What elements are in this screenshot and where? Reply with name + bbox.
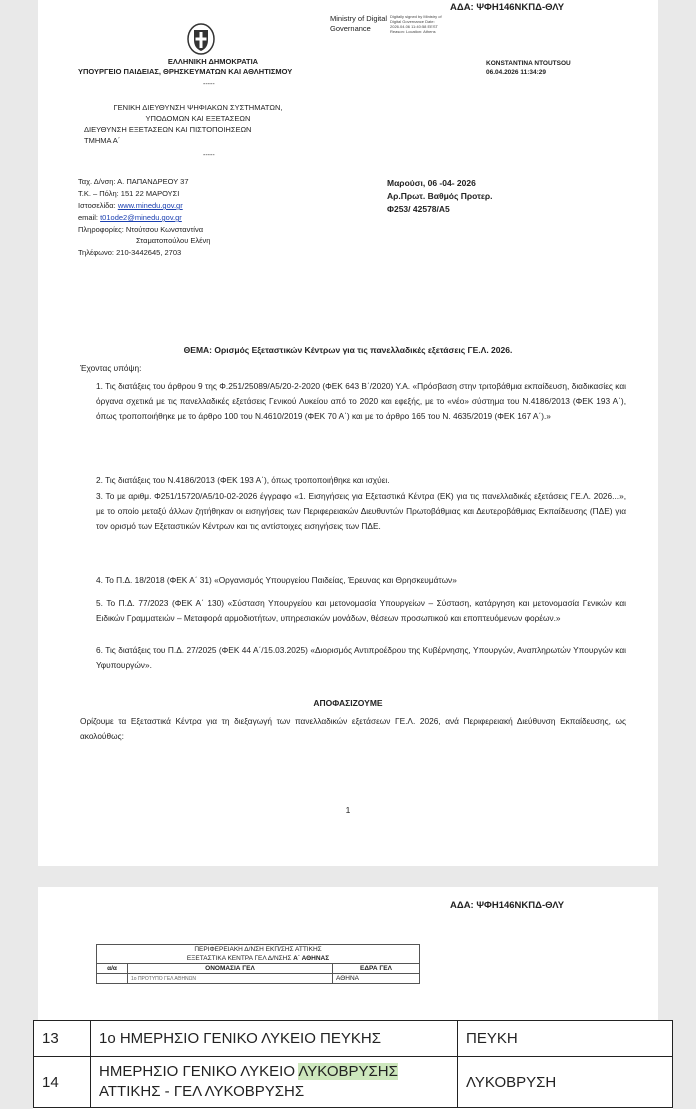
divider-dash: -----	[203, 81, 215, 88]
document-page-2	[38, 887, 658, 1027]
phone: Τηλέφωνο: 210-3442645, 2703	[78, 248, 182, 257]
consideration-3: 3. Το με αριθμ. Φ251/15720/Α5/10-02-2026 έγγραφο «1. Εισηγήσεις για Εξεταστικά Κέντρα (ΕΚ) για τις πανελλαδικές εξετάσεις ΓΕ.Λ. 2026...», με το οποίο μεταξύ άλλων ζητήθηκαν οι εισηγήσεις των Περιφερειακών Διευθυντών Πρωτοβάθμιας και Δευτεροβάθμιας Εκπαίδευσης (ΠΔΕ) για τον ορισμό των Εξεταστικών Κέντρων και τις αντίστοιχες εισηγήσεις των ΠΔΕ.	[96, 491, 626, 531]
school-name	[91, 1057, 458, 1108]
signature-details: Digitally signed by Ministry of Digital Governance Date: 2026.04.06 11:40:58 EEST Reason: Location: Athens	[390, 14, 442, 34]
directorate-line-1: ΓΕΝΙΚΗ ΔΙΕΥΘΥΝΣΗ ΨΗΦΙΑΚΩΝ ΣΥΣΤΗΜΑΤΩΝ,	[113, 103, 283, 112]
col-aa-header: α/α	[97, 964, 128, 974]
page-number: 1	[345, 805, 351, 815]
directorate-line-2: ΥΠΟΔΟΜΩΝ ΚΑΙ ΕΞΕΤΑΣΕΩΝ	[145, 114, 251, 123]
website-line	[78, 201, 183, 212]
divider-dash-2: -----	[203, 152, 215, 159]
table-title-1: ΠΕΡΙΦΕΡΕΙΑΚΗ Δ/ΝΣΗ ΕΚΠ/ΣΗΣ ΑΤΤΙΚΗΣ	[97, 945, 420, 955]
ministry-title: ΥΠΟΥΡΓΕΙΟ ΠΑΙΔΕΙΑΣ, ΘΡΗΣΚΕΥΜΑΤΩΝ ΚΑΙ ΑΘΛΗΤΙΣΜΟΥ	[78, 67, 293, 76]
address: Ταχ. Δ/νση: Α. ΠΑΠΑΝΔΡΕΟΥ 37	[78, 177, 189, 186]
school-name: 1ο ΗΜΕΡΗΣΙΟ ΓΕΝΙΚΟ ΛΥΚΕΙΟ ΠΕΥΚΗΣ	[91, 1021, 458, 1057]
table-row	[34, 1057, 673, 1108]
subject-line: ΘΕΜΑ: Ορισμός Εξεταστικών Κέντρων για τις πανελλαδικές εξετάσεις ΓΕ.Λ. 2026.	[183, 345, 513, 355]
table-title-2	[97, 954, 420, 964]
table-row	[34, 1021, 673, 1057]
col-name-header: ΟΝΟΜΑΣΙΑ ΓΕΛ	[128, 964, 333, 974]
highlighted-text: ΛΥΚΟΒΡΥΣΗΣ	[298, 1063, 398, 1080]
table-title-2b: Α΄ ΑΘΗΝΑΣ	[293, 955, 330, 962]
exam-centers-table-zoom	[33, 1020, 673, 1109]
school-seat: ΛΥΚΟΒΡΥΣΗ	[458, 1057, 673, 1108]
partial-row-num	[97, 974, 128, 984]
col-seat-header: ΕΔΡΑ ΓΕΛ	[333, 964, 420, 974]
info-contact-1: Πληροφορίες: Ντούτσου Κωνσταντίνα	[78, 225, 204, 234]
email-label: email:	[78, 213, 101, 222]
email-link[interactable]: t01ode2@minedu.gov.gr	[100, 213, 182, 222]
row-number: 14	[34, 1057, 91, 1108]
info-contact-2: Σταματοπούλου Ελένη	[136, 236, 211, 245]
school-name-part-2: ΑΤΤΙΚΗΣ - ΓΕΛ ΛΥΚΟΒΡΥΣΗΣ	[99, 1083, 305, 1100]
protocol-number: Φ253/ 42578/Α5	[387, 204, 450, 214]
postal-code: Τ.Κ. – Πόλη: 151 22 ΜΑΡΟΥΣΙ	[78, 189, 180, 198]
ada-header-page-2: ΑΔΑ: ΨΦΗ146ΝΚΠΔ-ΘΛΥ	[450, 900, 565, 911]
signer-org: Ministry of Digital Governance	[330, 14, 388, 33]
email-line	[78, 213, 182, 224]
website-link[interactable]: www.minedu.gov.gr	[117, 201, 183, 210]
consideration-1: 1. Τις διατάξεις του άρθρου 9 της Φ.251/25089/Α5/20-2-2020 (ΦΕΚ 643 Β΄/2020) Υ.Α. «Πρόσβαση στην τριτοβάθμια εκπαίδευση, διαδικασίες και όργανα σχετικά με τις πανελλαδικές εξετάσεις Γενικού Λυκείου από το 2020 και εφεξής, με το «νέο» σύστημα του Ν.4186/2013 (ΦΕΚ 193 Α΄), όπως τροποποιήθηκε με το άρθρο 100 του Ν.4610/2019 (ΦΕΚ 70 Α΄) και με το άρθρο 165 του Ν. 4635/2019 (ΦΕΚ 167 Α΄).»	[96, 381, 626, 421]
partial-row-name: 1ο ΠΡΟΤΥΠΟ ΓΕΛ ΑΘΗΝΩΝ	[128, 974, 333, 984]
consideration-4: 4. Το Π.Δ. 18/2018 (ΦΕΚ Α΄ 31) «Οργανισμός Υπουργείου Παιδείας, Έρευνας και Θρησκευμάτων»	[96, 575, 457, 585]
school-seat: ΠΕΥΚΗ	[458, 1021, 673, 1057]
protocol-label: Αρ.Πρωτ. Βαθμός Προτερ.	[387, 191, 493, 201]
directorate-line-4: ΤΜΗΜΑ Α΄	[84, 136, 121, 145]
coat-of-arms-emblem	[186, 22, 216, 56]
signer-date: 06.04.2026 11:34:29	[486, 69, 546, 76]
ada-header: ΑΔΑ: ΨΦΗ146ΝΚΠΔ-ΘΛΥ	[450, 2, 565, 13]
partial-row-seat: ΑΘΗΝΑ	[333, 974, 420, 984]
table-title-2a: ΕΞΕΤΑΣΤΙΚΑ ΚΕΝΤΡΑ ΓΕΛ Δ/ΝΣΗΣ	[186, 955, 294, 962]
document-page-1	[38, 0, 658, 866]
row-number: 13	[34, 1021, 91, 1057]
decide-heading: ΑΠΟΦΑΣΙΖΟΥΜΕ	[313, 698, 383, 708]
exam-centers-table-header	[96, 944, 420, 984]
signer-name: KONSTANTINA NTOUTSOU	[486, 60, 571, 67]
consideration-2: 2. Τις διατάξεις του Ν.4186/2013 (ΦΕΚ 193 Α΄), όπως τροποποιήθηκε και ισχύει.	[96, 475, 390, 485]
republic-title: ΕΛΛΗΝΙΚΗ ΔΗΜΟΚΡΑΤΙΑ	[167, 57, 259, 66]
website-label: Ιστοσελίδα:	[78, 201, 118, 210]
date-line: Μαρούσι, 06 -04- 2026	[387, 178, 476, 188]
school-name-part-1: ΗΜΕΡΗΣΙΟ ΓΕΝΙΚΟ ΛΥΚΕΙΟ	[99, 1063, 299, 1080]
directorate-line-3: ΔΙΕΥΘΥΝΣΗ ΕΞΕΤΑΣΕΩΝ ΚΑΙ ΠΙΣΤΟΠΟΙΗΣΕΩΝ	[84, 125, 252, 134]
consideration-5: 5. Το Π.Δ. 77/2023 (ΦΕΚ Α΄ 130) «Σύσταση Υπουργείου και μετονομασία Υπουργείων – Σύσταση, κατάργηση και μετονομασία Γενικών και Ειδικών Γραμματειών – Μεταφορά αρμοδιοτήτων, υπηρεσιακών μονάδων, θέσεων προσωπικού και εποπτευόμενων φορέων.»	[96, 598, 626, 623]
consideration-6: 6. Τις διατάξεις του Π.Δ. 27/2025 (ΦΕΚ 44 Α΄/15.03.2025) «Διορισμός Αντιπροέδρου της Κυβέρνησης, Υπουργών, Αναπληρωτών Υπουργών και Υφυπουργών».	[96, 645, 626, 670]
decision-text: Ορίζουμε τα Εξεταστικά Κέντρα για τη διεξαγωγή των πανελλαδικών εξετάσεων ΓΕ.Λ. 2026, ανά Περιφερειακή Διεύθυνση Εκπαίδευσης, ως ακολούθως:	[80, 716, 626, 741]
having-in-mind: Έχοντας υπόψη:	[80, 363, 142, 373]
